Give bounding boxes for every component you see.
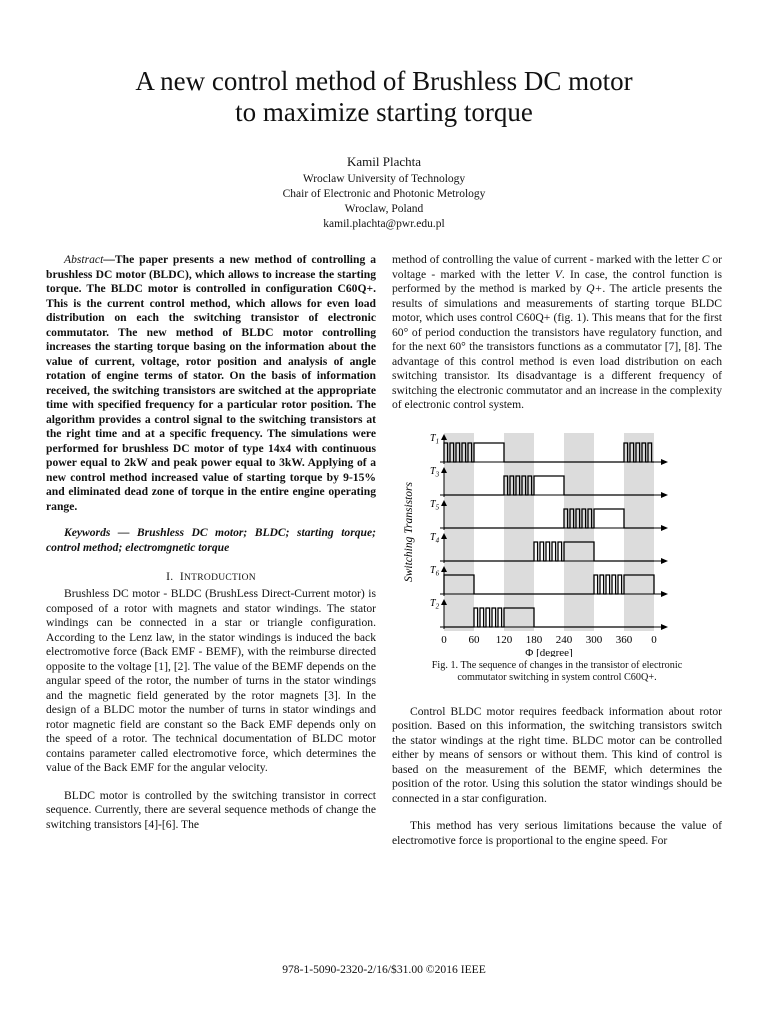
series-label: $T_2$ xyxy=(430,597,440,610)
x-tick-label: 240 xyxy=(555,633,573,646)
waveform-t6 xyxy=(444,575,654,594)
x-tick-label: 360 xyxy=(615,633,633,646)
abstract-text: The paper presents a new method of controlling a brushless DC motor (BLDC), which allows to increase the starting torque. The BLDC motor is controlled in configuration C60Q+. This is the current control method, which allows for even load distribution on each the switching transistor of electronic commutator. The new method of BLDC motor controlling increases the starting torque basing on the information about the value of current, voltage, rotor position and analysis of angle rotation of engine terms of stator. On the basis of information received, the switching transistors are switched at the appropriate time with specified frequency for a particular rotor position. The algorithm provides a control signal to the switching transistors at the right time and at a specific frequency. The simulations were performed for brushless DC motor of type 14x4 with continuous power equal to 2kW and peak power equal to 3kW. Applying of a new control method increased value of starting torque by 9-15% and eliminated dead zone of torque in the entire engine operating range. xyxy=(46,253,376,513)
axis-arrow xyxy=(661,591,668,597)
text-run-italic: Q+ xyxy=(586,282,603,295)
author-block xyxy=(40,154,728,232)
intro-paragraph-1: Brushless DC motor - BLDC (BrushLess Direct-Current motor) is composed of a rotor with magnets and stator windings. The stator windings can be connected in a star or triangle configuration. According to the Lenz law, in the stator windings is induced the back electromotive force (Back EMF - BEMF), with the reimburse directed opposite to the voltage [1], [2]. The value of the BEMF depends on the angular speed of the rotor, the number of turns in the stator windings and the magnetic field generated by the rotor magnets [3]. In the design of a BLDC motor the number of turns in stator windings and rotor magnetic field are constant so the Back EMF depends only on the speed of a rotor. The technical documentation of BLDC motor contains parameter called electromotive force, which determines the value of the Back EMF for the angular velocity. xyxy=(46,587,376,774)
caption-line-2: commutator switching in system control C60Q+. xyxy=(457,672,657,683)
shaded-band xyxy=(444,433,474,631)
waveform-t1 xyxy=(444,443,654,462)
author-email: kamil.plachta@pwr.edu.pl xyxy=(323,218,445,230)
affiliation-line: Wroclaw University of Technology xyxy=(302,173,466,185)
text-run: method of controlling the value of current - marked with the letter xyxy=(392,253,702,266)
title-line-1: A new control method of Brushless DC motor xyxy=(135,66,633,96)
series-label: $T_5$ xyxy=(430,498,440,511)
axis-arrow xyxy=(661,624,668,630)
x-tick-label: 60 xyxy=(468,633,480,646)
y-axis-label: Switching Transistors xyxy=(403,481,415,582)
waveform-t4 xyxy=(444,542,654,561)
right-column xyxy=(392,253,722,848)
right-paragraph-1 xyxy=(392,253,722,413)
axis-arrow xyxy=(661,492,668,498)
text-run: . The article presents the results of simulations and measurements of starting torque BLDC motor, which uses control C60Q+ (fig. 1). This means that for the first 60° of period conduction the transistors have regulatory function, and for the next 60° the transistors functions as a commutator [7], [8]. The advantage of this control method is even load distribution on each switching transistor. Its disadvantage is a different frequency of switching the electronic commutator and an increase in the complexity of electronic control system. xyxy=(392,282,722,411)
section-number: I. xyxy=(166,570,174,583)
waveform-t5 xyxy=(444,509,654,528)
affiliation-line: Chair of Electronic and Photonic Metrology xyxy=(282,188,486,200)
figure-1 xyxy=(392,427,722,685)
x-tick-label: 180 xyxy=(525,633,543,646)
text-run-italic: V xyxy=(554,267,562,281)
section-heading xyxy=(46,570,376,583)
shaded-band xyxy=(564,433,594,631)
footer-copyright: 978-1-5090-2320-2/16/$31.00 ©2016 IEEE xyxy=(282,963,486,976)
section-title-rest: NTRODUCTION xyxy=(184,573,256,583)
author-name: Kamil Plachta xyxy=(346,154,421,169)
right-paragraph-2: Control BLDC motor requires feedback information about rotor position. Based on this information, the switching transistors switch the stator windings at the right time. BLDC motor can be controlled either by means of sensors or without them. This kind of control is based on the measurement of the BEMF, which determines the position of the rotor. Using this solution the stator windings should be connected in a star configuration. xyxy=(392,704,722,805)
abstract-dash: — xyxy=(103,253,115,266)
figure-caption xyxy=(392,660,722,685)
x-tick-label: 300 xyxy=(585,633,603,646)
waveform-t3 xyxy=(444,476,654,495)
series-label: $T_4$ xyxy=(430,531,440,544)
x-axis-label: Φ [degree] xyxy=(525,646,573,657)
axis-arrow xyxy=(661,525,668,531)
series-label: $T_3$ xyxy=(430,465,440,478)
section-title-initial: I xyxy=(179,570,185,583)
text-run-italic: C xyxy=(701,253,710,266)
right-paragraph-3: This method has very serious limitations because the value of electromotive force is proportional to the engine speed. For xyxy=(392,819,722,847)
text-run: . In case, the control function is performed by the method is marked by xyxy=(392,267,722,295)
title-line-2: to maximize starting torque xyxy=(235,97,533,127)
left-column xyxy=(46,253,376,832)
waveform-t2 xyxy=(444,608,654,627)
axis-arrow xyxy=(661,459,668,465)
axis-arrow xyxy=(661,558,668,564)
shaded-band xyxy=(504,433,534,631)
abstract-label: Abstract xyxy=(64,253,104,266)
x-tick-label: 0 xyxy=(651,633,657,646)
switching-sequence-chart xyxy=(392,427,722,657)
x-tick-label: 0 xyxy=(441,633,447,646)
shaded-band xyxy=(624,433,654,631)
keywords: Keywords — Brushless DC motor; BLDC; starting torque; control method; electromgnetic torque xyxy=(46,526,376,554)
intro-paragraph-2: BLDC motor is controlled by the switching transistor in correct sequence. Currently, there are several sequence methods of change the switching transistors [4]-[6]. The xyxy=(46,788,376,831)
abstract xyxy=(46,253,376,514)
series-label: $T_6$ xyxy=(430,564,440,577)
text-run: or voltage - marked with the letter xyxy=(392,253,722,281)
series-label: $T_1$ xyxy=(430,432,440,445)
x-tick-label: 120 xyxy=(495,633,513,646)
paper-title xyxy=(40,66,728,128)
caption-line-1: Fig. 1. The sequence of changes in the transistor of electronic xyxy=(431,659,683,671)
affiliation-line: Wroclaw, Poland xyxy=(344,203,424,215)
